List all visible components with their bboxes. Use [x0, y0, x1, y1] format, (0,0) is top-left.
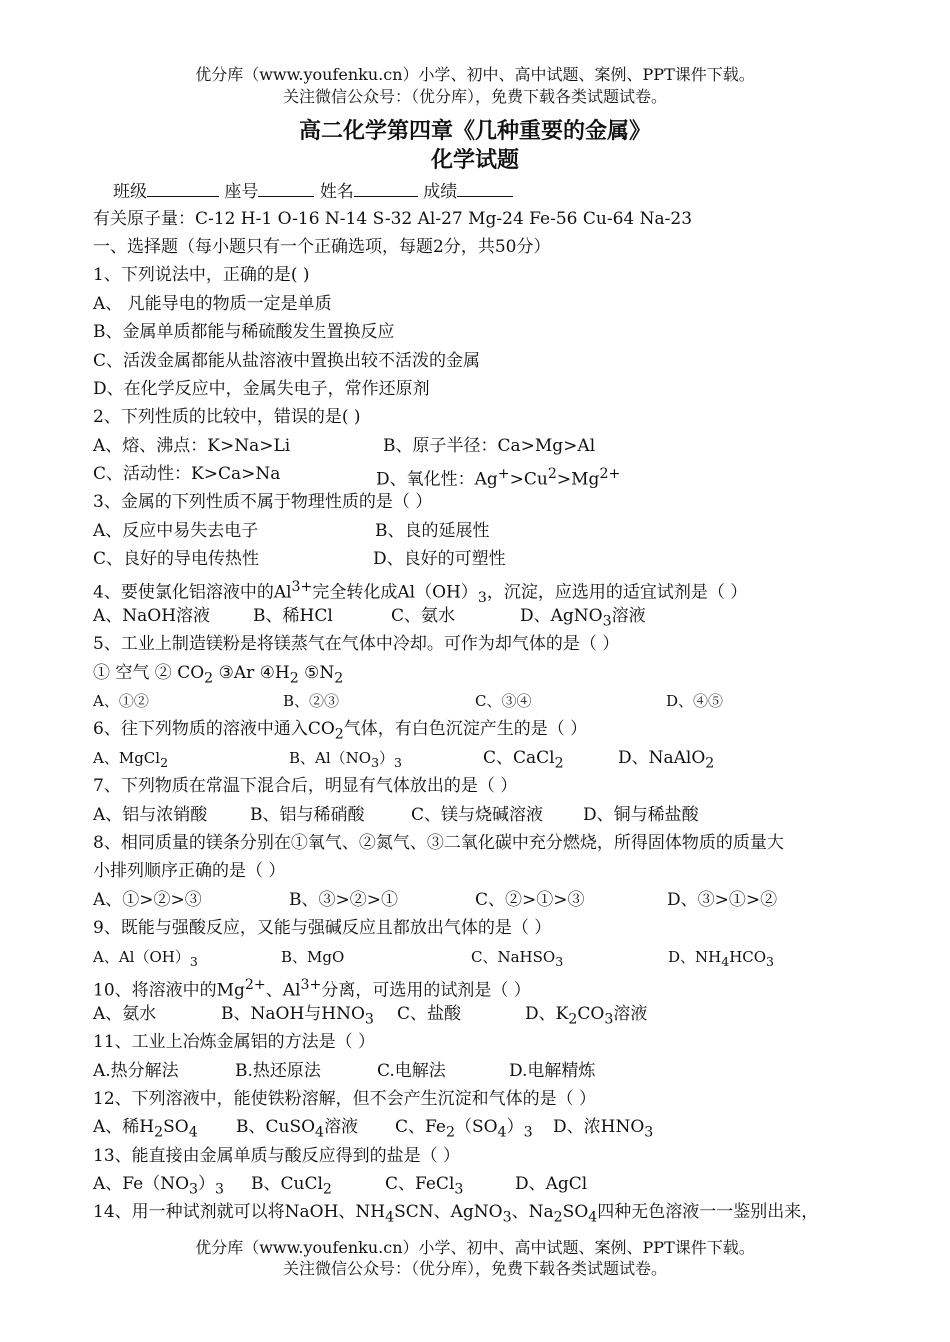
question-10-stem: 10、将溶液中的$Mg^{2+}$、$Al^{3+}$分离，可选用的试剂是（ ） — [93, 977, 531, 1001]
student-info — [113, 180, 903, 203]
question-6-option-b: B、$Al(NO_3)_3$ — [289, 749, 402, 770]
question-7-option-d: D、铜与稀盐酸 — [583, 805, 699, 825]
footer-line-2: 关注微信公众号：（优分库），免费下载各类试题试卷。 — [282, 1259, 667, 1278]
question-11-option-c: C.电解法 — [377, 1061, 446, 1081]
question-11-option-d: D.电解精炼 — [509, 1061, 596, 1081]
footer-line-1: 优分库（www.youfenku.cn）小学、初中、高中试题、案例、PPT课件下载。 — [195, 1238, 755, 1257]
question-12-stem: 12、下列溶液中，能使铁粉溶解，但不会产生沉淀和气体的是（ ） — [93, 1089, 597, 1109]
question-9-option-d: D、$NH_4HCO_3$ — [668, 948, 774, 969]
question-5-option-d: D、④⑤ — [666, 692, 724, 710]
question-14-stem: 14、用一种试剂就可以将NaOH、$NH_4SCN$、AgNO$_3$、$Na_2SO_4$四种无色溶液一一鉴别出来， — [93, 1202, 819, 1226]
question-6-option-d: D、NaAlO$_2$ — [618, 748, 715, 772]
score-blank[interactable] — [457, 180, 513, 197]
question-9-option-a: A、$Al(OH)_3$ — [93, 948, 198, 969]
seat-blank[interactable] — [258, 180, 314, 197]
question-10-option-c: C、盐酸 — [397, 1004, 462, 1024]
question-10-option-b: B、NaOH与$HNO_3$ — [221, 1004, 374, 1028]
question-5-option-c: C、③④ — [475, 692, 532, 710]
question-2-stem: 2、下列性质的比较中，错误的是( ) — [93, 407, 361, 427]
question-3-stem: 3、金属的下列性质不属于物理性质的是（ ） — [93, 492, 433, 512]
page-title: 高二化学第四章《几种重要的金属》 — [298, 118, 651, 144]
question-4-option-d: D、AgNO$_3$溶液 — [520, 606, 646, 630]
question-10-option-d: D、$K_2CO_3$溶液 — [525, 1004, 648, 1028]
header-line-1: 优分库（www.youfenku.cn）小学、初中、高中试题、案例、PPT课件下载。 — [195, 65, 755, 84]
question-5-stem: 5、工业上制造镁粉是将镁蒸气在气体中冷却。可作为却气体的是（ ） — [93, 634, 620, 654]
question-9-stem: 9、既能与强酸反应，又能与强碱反应且都放出气体的是（ ） — [93, 918, 552, 938]
question-12-option-c: C、$Fe_2(SO_4)_3$ — [395, 1117, 533, 1141]
question-5-candidates: ① 空气 ② $CO_2$ ③Ar $④H_2$ $⑤N_2$ — [93, 663, 344, 687]
question-11-option-b: B.热还原法 — [235, 1061, 321, 1081]
question-6-option-c: C、CaCl$_2$ — [483, 748, 564, 772]
question-8-stem-line-2: 小排列顺序正确的是（ ） — [93, 861, 286, 881]
question-3-option-d: D、良好的可塑性 — [373, 549, 506, 569]
question-8-option-c: C、②>①>③ — [475, 890, 585, 910]
question-13-option-b: B、CuCl$_2$ — [251, 1174, 332, 1198]
name-blank[interactable] — [354, 180, 418, 197]
question-4-option-a: A、NaOH溶液 — [93, 606, 211, 626]
question-9-option-b: B、MgO — [281, 948, 345, 966]
question-7-option-a: A、铝与浓销酸 — [93, 805, 208, 825]
question-3-option-b: B、良的延展性 — [375, 521, 490, 541]
question-7-option-b: B、铝与稀硝酸 — [250, 805, 365, 825]
question-6-stem: 6、往下列物质的溶液中通入$CO_2$气体，有白色沉淀产生的是（ ） — [93, 719, 588, 743]
question-1-option-a: A、 凡能导电的物质一定是单质 — [93, 294, 332, 314]
question-8-option-d: D、③>①>② — [667, 890, 778, 910]
atomic-masses: 有关原子量：C-12 H-1 O-16 N-14 S-32 Al-27 Mg-24 Fe-56 Cu-64 Na-23 — [93, 209, 693, 229]
question-2-option-d: D、氧化性：$Ag^+>Cu^2>Mg^{2+}$ — [376, 466, 621, 490]
question-10-option-a: A、氨水 — [93, 1004, 157, 1024]
question-12-option-b: B、CuSO$_4$溶液 — [236, 1117, 359, 1141]
header-line-2: 关注微信公众号：（优分库），免费下载各类试题试卷。 — [282, 87, 667, 106]
question-7-option-c: C、镁与烧碱溶液 — [411, 805, 544, 825]
question-6-option-a: A、MgCl$_2$ — [93, 749, 169, 770]
question-7-stem: 7、下列物质在常温下混合后，明显有气体放出的是（ ） — [93, 776, 518, 796]
class-blank[interactable] — [147, 180, 219, 197]
question-11-option-a: A.热分解法 — [93, 1061, 179, 1081]
question-1-stem: 1、下列说法中，正确的是( ) — [93, 265, 310, 285]
question-1-option-d: D、在化学反应中，金属失电子，常作还原剂 — [93, 379, 430, 399]
question-2-option-b: B、原子半径：Ca>Mg>Al — [383, 436, 596, 456]
question-11-stem: 11、工业上冶炼金属铝的方法是（ ） — [93, 1032, 376, 1052]
question-3-option-c: C、良好的导电传热性 — [93, 549, 260, 569]
page-subtitle: 化学试题 — [430, 147, 519, 173]
question-8-option-a: A、①>②>③ — [93, 890, 202, 910]
question-3-option-a: A、反应中易失去电子 — [93, 521, 259, 541]
question-4-stem: 4、要使氯化铝溶液中的$Al^{3+}$完全转化成$Al(OH)_3$，沉淀，应选用的适宜试剂是（ ） — [93, 579, 748, 607]
name-label: 姓名 — [319, 182, 354, 202]
question-8-stem-line-1: 8、相同质量的镁条分别在①氧气、②氮气、③二氧化碳中充分燃烧，所得固体物质的质量大 — [93, 833, 784, 853]
question-13-option-a: A、$Fe(NO_3)_3$ — [93, 1174, 225, 1198]
question-9-option-c: C、NaHSO$_3$ — [471, 948, 564, 969]
question-5-option-b: B、②③ — [283, 692, 340, 710]
question-5-option-a: A、①② — [93, 692, 149, 710]
question-13-option-c: C、FeCl$_3$ — [385, 1174, 464, 1198]
class-label: 班级 — [113, 182, 147, 202]
question-4-option-c: C、氨水 — [391, 606, 456, 626]
section-heading: 一、选择题（每小题只有一个正确选项，每题2分，共50分） — [93, 237, 551, 257]
question-4-option-b: B、稀HCl — [253, 606, 333, 626]
question-12-option-a: A、稀$H_2SO_4$ — [93, 1117, 198, 1141]
question-13-stem: 13、能直接由金属单质与酸反应得到的盐是（ ） — [93, 1146, 461, 1166]
question-1-option-b: B、金属单质都能与稀硫酸发生置换反应 — [93, 322, 395, 342]
seat-label: 座号 — [224, 182, 259, 202]
score-label: 成绩 — [423, 182, 458, 202]
question-12-option-d: D、浓$HNO_3$ — [553, 1117, 654, 1141]
question-13-option-d: D、AgCl — [515, 1174, 588, 1194]
question-1-option-c: C、活泼金属都能从盐溶液中置换出较不活泼的金属 — [93, 351, 481, 371]
question-8-option-b: B、③>②>① — [289, 890, 398, 910]
question-2-option-a: A、熔、沸点：K>Na>Li — [93, 436, 291, 456]
question-2-option-c: C、活动性：K>Ca>Na — [93, 464, 281, 484]
